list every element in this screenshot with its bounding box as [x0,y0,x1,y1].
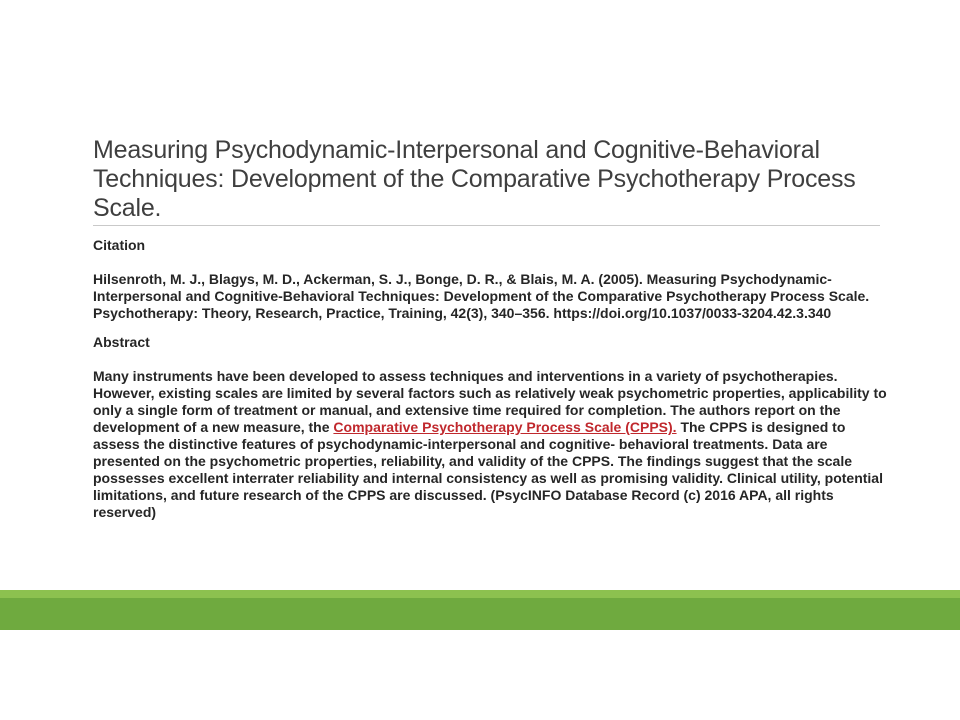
abstract-heading: Abstract [93,334,150,350]
citation-text: Hilsenroth, M. J., Blagys, M. D., Ackerman, S. J., Bonge, D. R., & Blais, M. A. (2005). Measuring Psychodynamic-Interpersonal and Cognitive-Behavioral Techniques: Development of the Comparative Psychotherapy Process Scale. Psychotherapy: Theory, Research, Practice, Training, 42(3), 340–356. https://doi.org/10.1037/0033-3204.42.3.340 [93,271,870,321]
slide-content [93,237,888,531]
abstract-text [93,368,888,521]
abstract-highlight-link[interactable]: Comparative Psychotherapy Process Scale (CPPS). [333,419,677,435]
footer-green-bar-highlight [0,590,960,598]
abstract-text-after: The CPPS is designed to assess the distinctive features of psychodynamic-interpersonal and cognitive- behavioral treatments. Data are presented on the psychometric properties, reliability, and validity of the CPPS. The findings suggest that the scale possesses excellent interrater reliability and internal consistency as well as promising validity. Clinical utility, potential limitations, and future research of the CPPS are discussed. (PsycINFO Database Record (c) 2016 APA, all rights reserved) [93,419,883,520]
slide-title: Measuring Psychodynamic-Interpersonal and Cognitive-Behavioral Techniques: Development of the Comparative Psychotherapy Process Scale. [93,136,856,222]
abstract-text-before: Many instruments have been developed to assess techniques and interventions in a variety of psychotherapies. However, existing scales are limited by several factors such as relatively weak psychometric properties, applicability to only a single form of treatment or manual, and extensive time required for completion. The authors report on the development of a new measure, the [93,368,887,435]
citation-heading: Citation [93,237,146,253]
title-divider [93,225,880,226]
